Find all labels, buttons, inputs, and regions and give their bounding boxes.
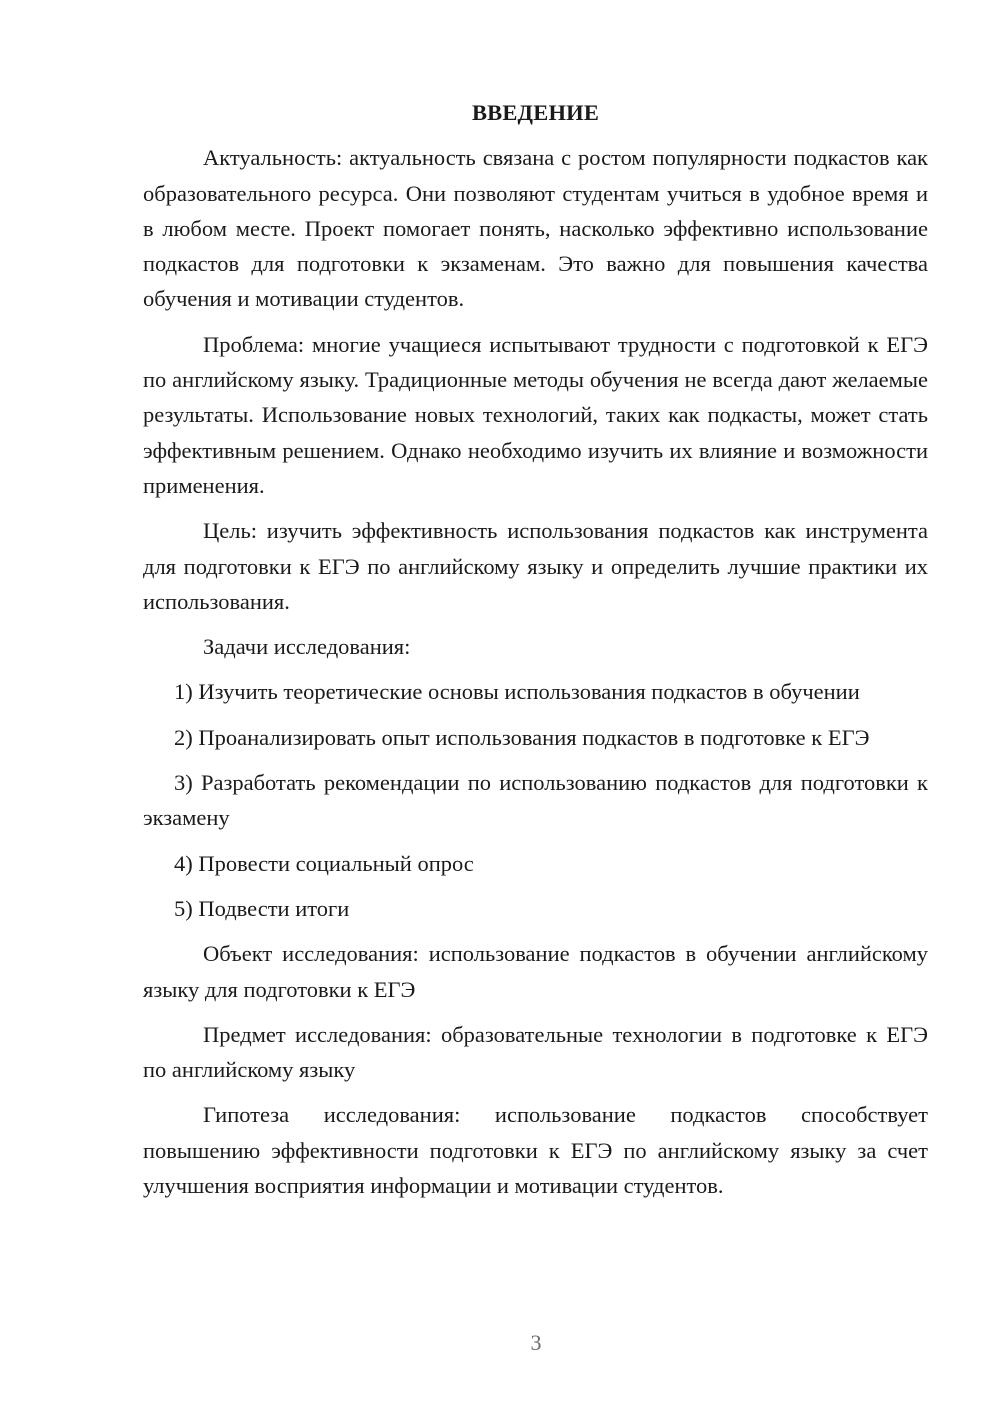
tasks-list: [143, 674, 928, 926]
tasks-heading: Задачи исследования:: [203, 634, 411, 660]
subject-paragraph: Предмет исследования: образовательные технологии в подготовке к ЕГЭ по английскому языку: [143, 1021, 928, 1083]
task-item-3: 3) Разработать рекомендации по использованию подкастов для подготовки к экзамену: [143, 770, 928, 831]
task-item-1: 1) Изучить теоретические основы использования подкастов в обучении: [174, 679, 860, 705]
object-paragraph: Объект исследования: использование подкастов в обучении английскому языку для подготовки к ЕГЭ: [143, 941, 928, 1002]
page-number: 3: [530, 1330, 542, 1355]
task-item-2: 2) Проанализировать опыт использования подкастов в подготовке к ЕГЭ: [174, 724, 870, 750]
document-title: ВВЕДЕНИЕ: [471, 100, 600, 125]
document-page: [143, 95, 928, 1213]
goal-paragraph: Цель: изучить эффективность использования подкастов как инструмента для подготовки к ЕГЭ по английскому языку и определить лучшие практики их использования.: [143, 518, 928, 614]
task-item-4: 4) Провести социальный опрос: [174, 850, 474, 876]
hypothesis-paragraph: Гипотеза исследования: использование подкастов способствует повышению эффективности подготовки к ЕГЭ по английскому языку за счет улучшения восприятия информации и мотивации студентов.: [143, 1102, 928, 1199]
relevance-paragraph: Актуальность: актуальность связана с ростом популярности подкастов как образовательного ресурса. Они позволяют студентам учиться в удобное время и в любом месте. Проект помогает понять, насколько эффективно использование подкастов для подготовки к экзаменам. Это важно для повышения качества обучения и мотивации студентов.: [143, 145, 928, 312]
problem-paragraph: Проблема: многие учащиеся испытывают трудности с подготовкой к ЕГЭ по английскому языку. Традиционные методы обучения не всегда дают желаемые результаты. Использование новых технологий, таких как подкасты, может стать эффективным решением. Однако необходимо изучить их влияние и возможности применения.: [143, 331, 928, 498]
task-item-5: 5) Подвести итоги: [174, 895, 350, 921]
